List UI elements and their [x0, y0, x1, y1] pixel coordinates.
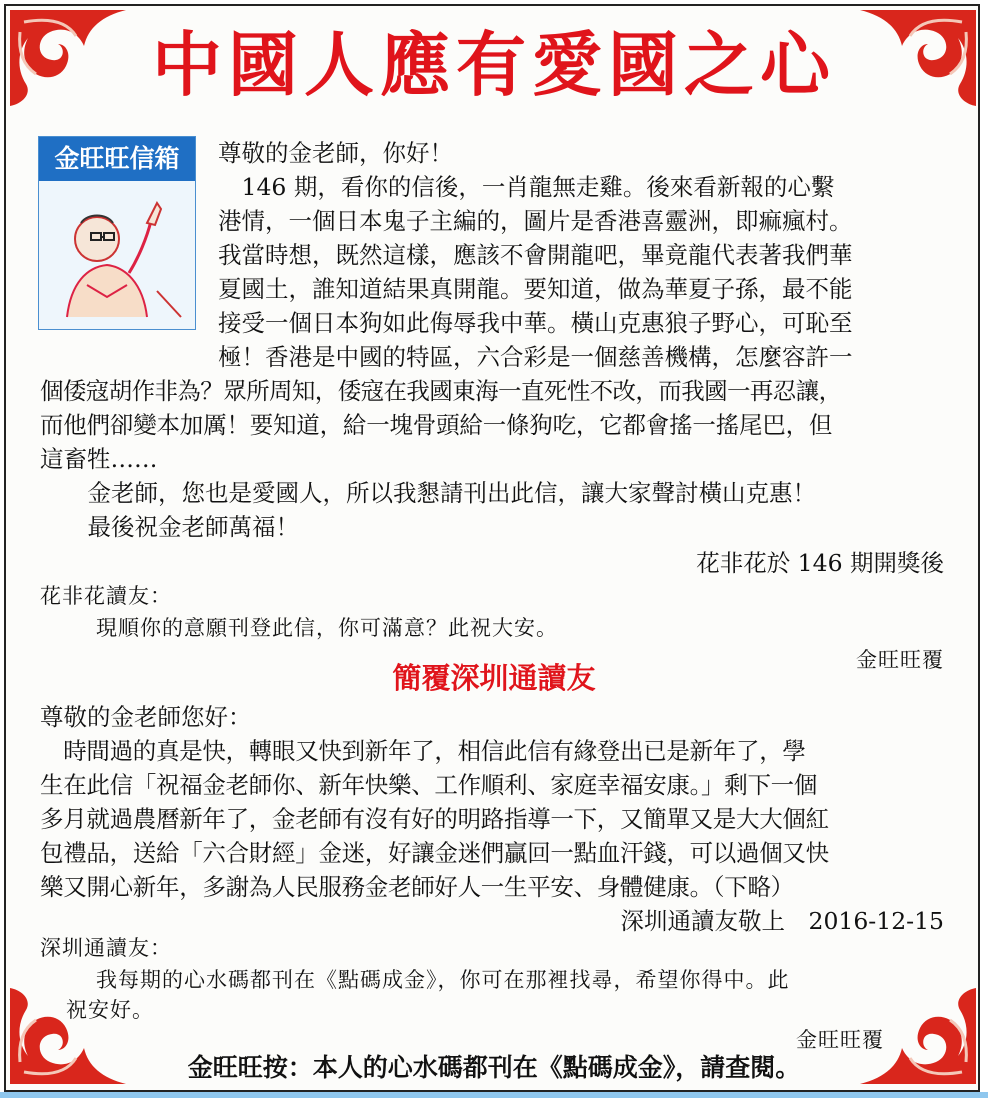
column-title: 金旺旺信箱 — [39, 137, 195, 181]
teacher-illustration-icon — [47, 187, 187, 325]
reply2-title: 簡覆深圳通讀友 — [392, 661, 596, 695]
corner-ornament-icon — [6, 6, 130, 110]
letter1-signature: 花非花於 146 期開獎後 — [696, 549, 944, 577]
letter1-line: 146 期，看你的信後，一肖龍無走雞。後來看新報的心繫 — [218, 173, 835, 201]
bottom-strip — [0, 1092, 988, 1098]
letter1-line: 而他們卻變本加厲！要知道，給一塊骨頭給一條狗吃，它都會搖一搖尾巴，但 — [40, 411, 833, 439]
reply2-line: 我每期的心水碼都刊在《點碼成金》，你可在那裡找尋，希望你得中。此 — [96, 968, 790, 992]
letter1-line: 極！香港是中國的特區，六合彩是一個慈善機構，怎麼容許一 — [218, 343, 853, 371]
reply2-salutation: 深圳通讀友： — [40, 936, 172, 960]
letter2-line: 樂又開心新年，多謝為人民服務金老師好人一生平安、身體健康。（下略） — [40, 873, 794, 901]
letter2-line: 包禮品，送給「六合財經」金迷，好讓金迷們贏回一點血汗錢，可以過個又快 — [40, 839, 829, 867]
letter1-line: 我當時想，既然這樣，應該不會開龍吧，畢竟龍代表著我們華 — [218, 241, 853, 269]
letter1-line: 港情，一個日本鬼子主編的，圖片是香港喜靈洲，即痲瘋村。 — [218, 207, 853, 235]
letter2-signature: 深圳通讀友敬上 2016-12-15 — [620, 907, 944, 935]
reply1-signature: 金旺旺覆 — [856, 648, 944, 672]
letter1-line: 夏國土，誰知道結果真開龍。要知道，做為華夏子孫，最不能 — [218, 275, 853, 303]
letter1-line: 最後祝金老師萬福！ — [64, 513, 299, 541]
headline: 中國人應有愛國之心 — [152, 24, 836, 106]
reply1-salutation: 花非花讀友： — [40, 584, 172, 608]
reply2-line: 祝安好。 — [66, 998, 154, 1022]
column-logo — [38, 136, 196, 330]
letter2-greeting: 尊敬的金老師您好： — [40, 703, 252, 731]
letter1-line: 接受一個日本狗如此侮辱我中華。橫山克惠狼子野心，可恥至 — [218, 309, 853, 337]
reply2-signature: 金旺旺覆 — [796, 1028, 884, 1052]
letter2-line: 生在此信「祝福金老師你、新年快樂、工作順利、家庭幸福安康。」剩下一個 — [40, 771, 818, 799]
reply1-body: 現順你的意願刊登此信，你可滿意？此祝大安。 — [96, 616, 558, 640]
letter1-line: 金老師，您也是愛國人，所以我懇請刊出此信，讓大家聲討橫山克惠！ — [64, 479, 816, 507]
corner-ornament-icon — [856, 6, 980, 110]
footer-note: 金旺旺按：本人的心水碼都刊在《點碼成金》，請查閱。 — [187, 1053, 801, 1082]
letter2-line: 多月就過農曆新年了，金老師有沒有好的明路指導一下，又簡單又是大大個紅 — [40, 805, 829, 833]
letter1-line: 這畜牲…… — [40, 445, 158, 473]
letter2-line: 時間過的真是快，轉眼又快到新年了，相信此信有緣登出已是新年了，學 — [40, 737, 806, 765]
letter1-greeting: 尊敬的金老師，你好！ — [218, 139, 453, 167]
letter1-line: 個倭寇胡作非為？眾所周知，倭寇在我國東海一直死性不改，而我國一再忍讓， — [40, 377, 842, 405]
